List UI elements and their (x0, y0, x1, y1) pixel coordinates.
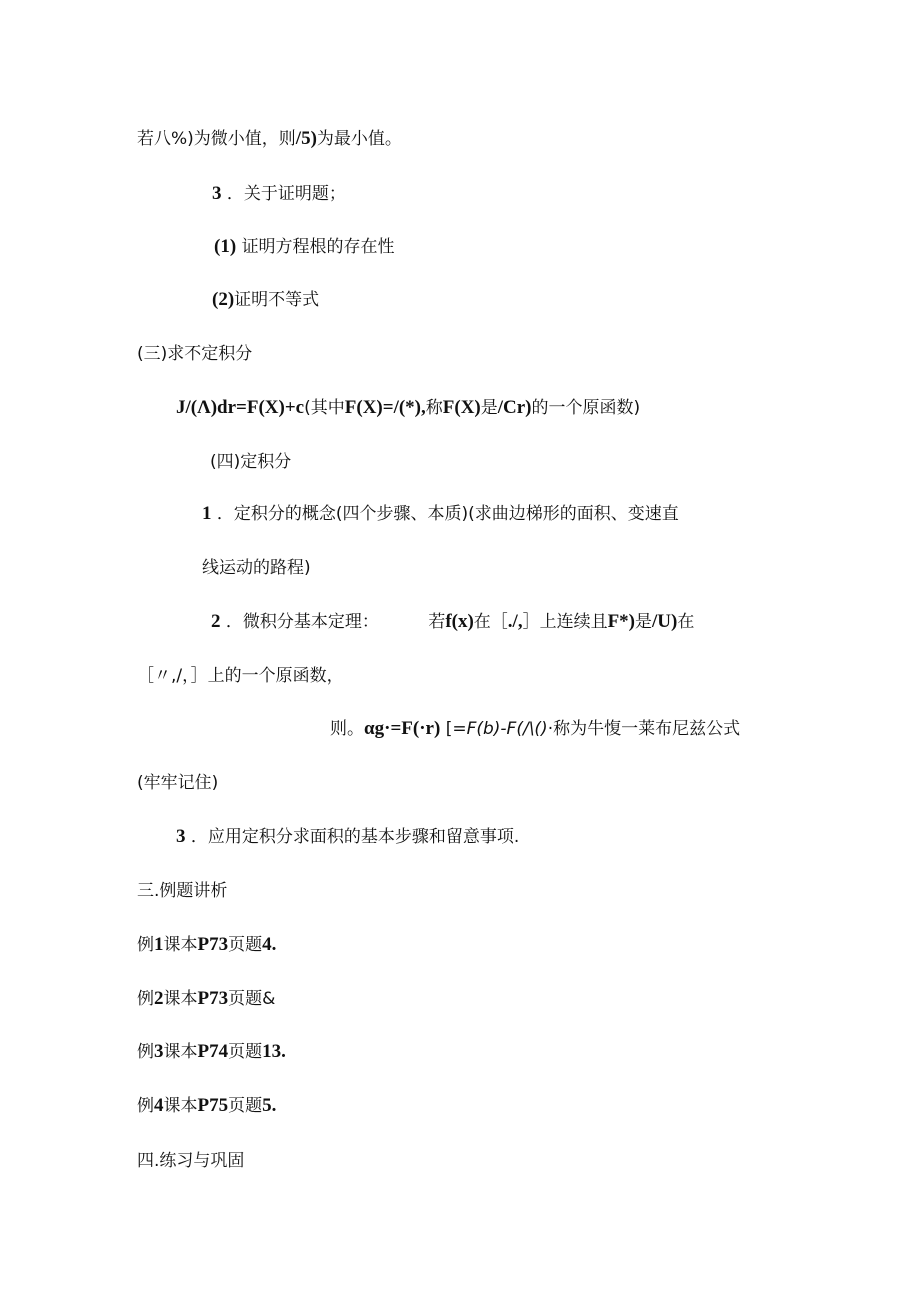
text-segment: 若 (428, 612, 446, 632)
math-segment: 3 (154, 1041, 164, 1062)
math-segment: 5. (262, 1095, 277, 1116)
formula-line-indefinite-integral (176, 397, 640, 419)
item-text: 证明方程根的存在性 (241, 237, 395, 257)
text-segment: [= (445, 719, 467, 739)
item-text: ．关于证明题； (226, 184, 346, 204)
math-segment: ./, (507, 611, 523, 632)
text-segment: 在［ (473, 612, 508, 632)
item-3-area-steps (176, 826, 519, 848)
text-segment: 八%) (154, 129, 194, 149)
text-segment: 课本 (163, 935, 198, 955)
text-segment: 页题 (228, 935, 263, 955)
item-1-definite-concept (202, 503, 679, 525)
math-segment: 1 (154, 934, 164, 955)
text-segment: 课本 (163, 989, 198, 1009)
text-segment: ］上连续且 (522, 612, 608, 632)
math-segment: F(b)-F(/\() (466, 719, 548, 739)
text-segment: 的一个原函数) (531, 398, 641, 418)
text-segment: ·称为牛愎一莱布尼兹公式 (547, 719, 741, 739)
text-segment: 是 (635, 612, 653, 632)
text-segment: 称 (425, 398, 443, 418)
text-segment: 则。 (330, 719, 364, 739)
item-number: (2) (212, 289, 235, 310)
math-segment: P74 (197, 1041, 229, 1062)
math-segment: 4. (262, 934, 277, 955)
math-segment: /5) (295, 128, 317, 149)
text-segment: (其中 (304, 398, 345, 418)
item-number: 2 (211, 611, 221, 632)
text-segment: 为最小值。 (316, 129, 402, 149)
text-segment: 为微小值，则 (193, 129, 296, 149)
math-segment: P73 (197, 934, 229, 955)
formula-line-newton-leibniz (330, 718, 740, 740)
math-segment: f(x) (445, 611, 474, 632)
text-segment: 页题 (228, 1042, 263, 1062)
math-segment: F(X) (442, 397, 481, 418)
item-2-fundamental-theorem (211, 611, 694, 633)
math-segment: /Cr) (497, 397, 532, 418)
item-number: 3 (176, 826, 186, 847)
text-segment: ．微积分基本定理： (225, 612, 379, 632)
item-number: 3 (212, 183, 222, 204)
section-heading-examples: 三.例题讲析 (137, 881, 228, 901)
example-1 (137, 934, 276, 956)
remember-note: (牢牢记住) (137, 773, 219, 793)
text-segment: 页题 (228, 989, 263, 1009)
text-segment: 例 (137, 989, 154, 1009)
text-segment: 在 (677, 612, 695, 632)
text-segment: 例 (137, 1096, 154, 1116)
example-3 (137, 1041, 286, 1063)
item-text: ．定积分的概念(四个步骤、本质)(求曲边梯形的面积、变速直 (216, 504, 679, 524)
item-3-proof (212, 183, 346, 205)
text-segment: 课本 (163, 1042, 198, 1062)
math-segment: F*) (607, 611, 636, 632)
item-text: ．应用定积分求面积的基本步骤和留意事项. (190, 827, 520, 847)
math-segment: /U) (652, 611, 678, 632)
math-segment: 4 (154, 1095, 164, 1116)
math-segment: J/(Λ)dr=F(X)+c (176, 397, 305, 418)
math-segment: αg·=F(·r) (364, 718, 441, 739)
section-heading-definite: (四)定积分 (210, 452, 292, 472)
math-segment: P73 (197, 988, 229, 1009)
item-text: 证明不等式 (234, 290, 320, 310)
math-segment: P75 (197, 1095, 229, 1116)
example-4 (137, 1095, 276, 1117)
item-number: 1 (202, 503, 212, 524)
item-number: (1) (214, 236, 237, 257)
text-segment: 页题 (228, 1096, 263, 1116)
section-heading-practice: 四.练习与巩固 (137, 1151, 245, 1171)
section-heading-indefinite: (三)求不定积分 (137, 344, 253, 364)
sub-item-2 (212, 289, 319, 311)
math-segment: 2 (154, 988, 164, 1009)
text-line-min-value (137, 128, 402, 150)
text-segment: & (262, 989, 276, 1009)
text-segment: 例 (137, 1042, 154, 1062)
antiderivative-line: ［〃,/，］上的一个原函数， (137, 666, 344, 686)
item-1-continuation: 线运动的路程) (202, 558, 311, 578)
math-segment: 13. (262, 1041, 286, 1062)
text-segment: 若 (137, 129, 154, 149)
text-segment: 是 (480, 398, 498, 418)
example-2 (137, 988, 275, 1010)
text-segment: 课本 (163, 1096, 198, 1116)
sub-item-1 (214, 236, 395, 258)
text-segment: 例 (137, 935, 154, 955)
math-segment: F(X)=/(*), (344, 397, 426, 418)
